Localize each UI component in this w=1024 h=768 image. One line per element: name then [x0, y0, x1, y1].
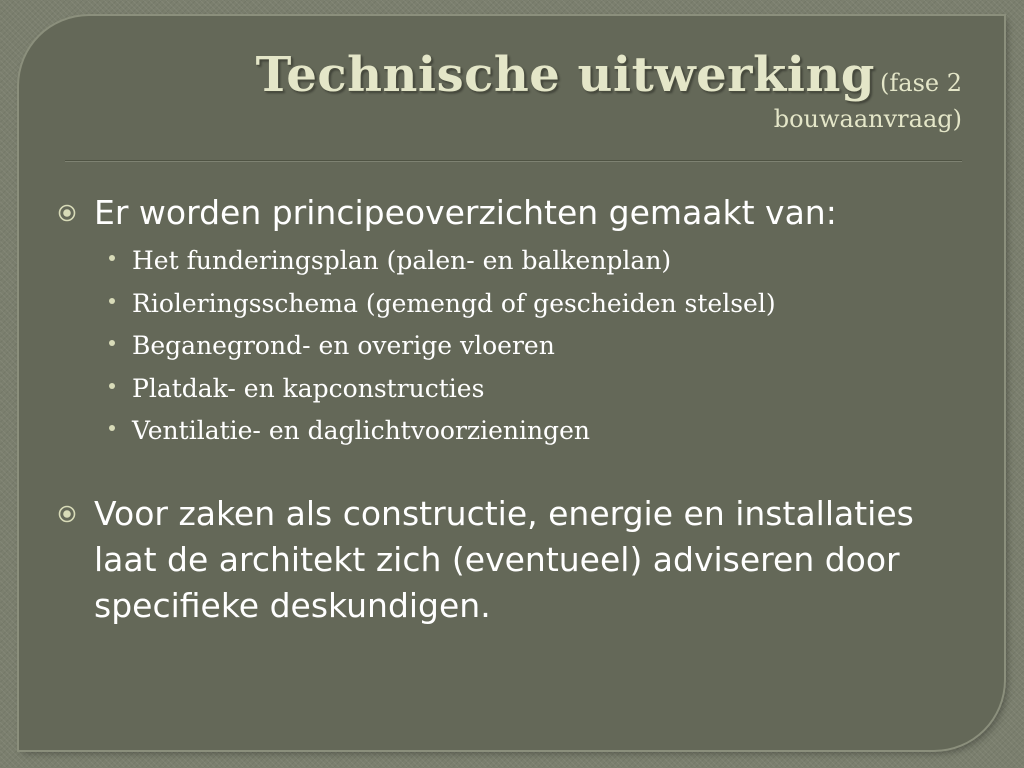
sub-item-text: Rioleringsschema (gemengd of gescheiden stelsel): [132, 288, 776, 318]
bullet-1: [55, 190, 964, 236]
small-dot-icon: [109, 298, 115, 304]
sub-item-text: Platdak- en kapconstructies: [132, 373, 485, 403]
sub-item-1: [55, 240, 964, 283]
bullet-1-sublist: [55, 240, 964, 453]
small-dot-icon: [109, 425, 115, 431]
slide-panel: [19, 16, 1004, 750]
circled-dot-icon: [58, 505, 76, 523]
sub-item-5: [55, 410, 964, 453]
small-dot-icon: [109, 383, 115, 389]
sub-item-2: [55, 283, 964, 326]
spacer: [55, 453, 964, 491]
title-main: Technische uitwerking: [255, 47, 875, 103]
title-divider: [65, 160, 962, 162]
title-line: [59, 46, 962, 104]
bullet-1-text: Er worden principeoverzichten gemaakt van:: [94, 193, 837, 232]
small-dot-icon: [109, 255, 115, 261]
sub-item-3: [55, 325, 964, 368]
slide-body: [55, 190, 964, 629]
sub-item-4: [55, 368, 964, 411]
title-subtitle-part1: (fase 2: [880, 69, 962, 97]
circled-dot-icon: [58, 204, 76, 222]
bullet-2-text: Voor zaken als constructie, energie en installaties laat de architekt zich (eventueel) adviseren door specifieke deskundigen.: [94, 493, 914, 625]
sub-item-text: Het funderingsplan (palen- en balkenplan): [132, 246, 672, 275]
sub-item-text: Beganegrond- en overige vloeren: [132, 331, 555, 360]
sub-item-text: Ventilatie- en daglichtvoorzieningen: [132, 416, 590, 445]
small-dot-icon: [109, 340, 115, 346]
slide-title: [59, 46, 962, 136]
title-subtitle-part2: bouwaanvraag): [773, 105, 962, 133]
bullet-2: [55, 491, 964, 629]
